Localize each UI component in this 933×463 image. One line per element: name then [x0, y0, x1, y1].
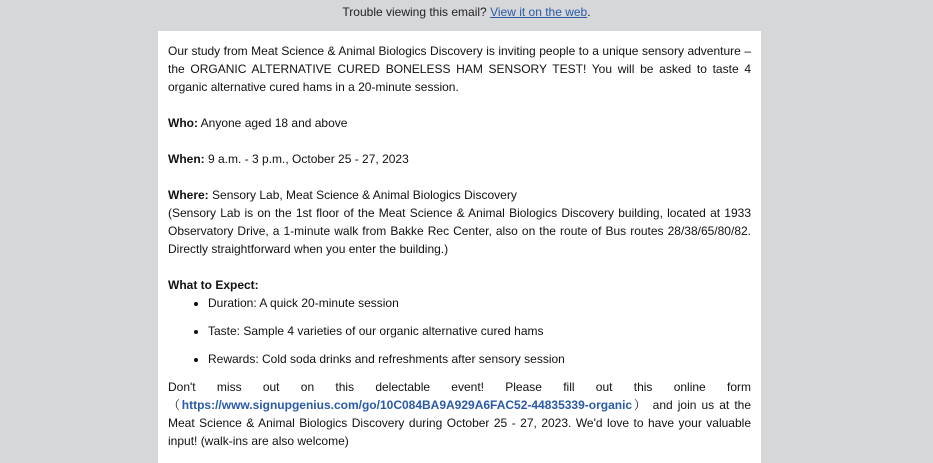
where-detail: (Sensory Lab is on the 1st floor of the Meat Science & Animal Biologics Discovery building, located at 1933 Observatory Drive, a 1-minute walk from Bakke Rec Center, also on the route of Bus routes 28/38/65/80/82. Directly straightforward when you enter the building.) — [168, 206, 751, 256]
list-item: • Rewards: Cold soda drinks and refreshments after sensory session — [208, 350, 751, 368]
when-value: 9 a.m. - 3 p.m., October 25 - 27, 2023 — [208, 152, 409, 166]
signup-form-link[interactable]: https://www.signupgenius.com/go/10C084BA9A929A6FAC52-44835339-organic — [181, 398, 633, 412]
email-body — [158, 31, 761, 463]
where-line — [168, 186, 751, 204]
paren-close: ） — [632, 398, 648, 412]
where-value: Sensory Lab, Meat Science & Animal Biologics Discovery — [212, 188, 517, 202]
paren-open: （ — [168, 398, 182, 412]
expect-list — [168, 294, 751, 368]
view-on-web-link[interactable]: View it on the web — [490, 5, 588, 19]
closing-paragraph — [168, 378, 751, 450]
who-value: Anyone aged 18 and above — [200, 116, 348, 130]
closing-rest: and join us at the Meat Science & Animal Biologics Discovery during October 25 - 27, 2023. We'd love to have your valuable input! (walk-ins are also welcome) — [168, 398, 751, 448]
who-line — [168, 114, 751, 132]
where-label: Where: — [168, 188, 209, 202]
topbar-period: . — [587, 5, 591, 19]
list-item: • Duration: A quick 20-minute session — [208, 294, 751, 312]
expect-label: What to Expect: — [168, 278, 259, 292]
intro-paragraph: Our study from Meat Science & Animal Biologics Discovery is inviting people to a unique sensory adventure – the ORGANIC ALTERNATIVE CURED BONELESS HAM SENSORY TEST! You will be asked to taste 4 organic alternative cured hams in a 20-minute session. — [168, 44, 751, 94]
trouble-viewing-bar — [0, 0, 933, 24]
list-item: • Taste: Sample 4 varieties of our organic alternative cured hams — [208, 322, 751, 340]
who-label: Who: — [168, 116, 198, 130]
when-label: When: — [168, 152, 205, 166]
closing-line1: Don't miss out on this delectable event! Please fill out this online form — [168, 380, 751, 394]
when-line — [168, 150, 751, 168]
trouble-viewing-text: Trouble viewing this email? — [342, 5, 487, 19]
